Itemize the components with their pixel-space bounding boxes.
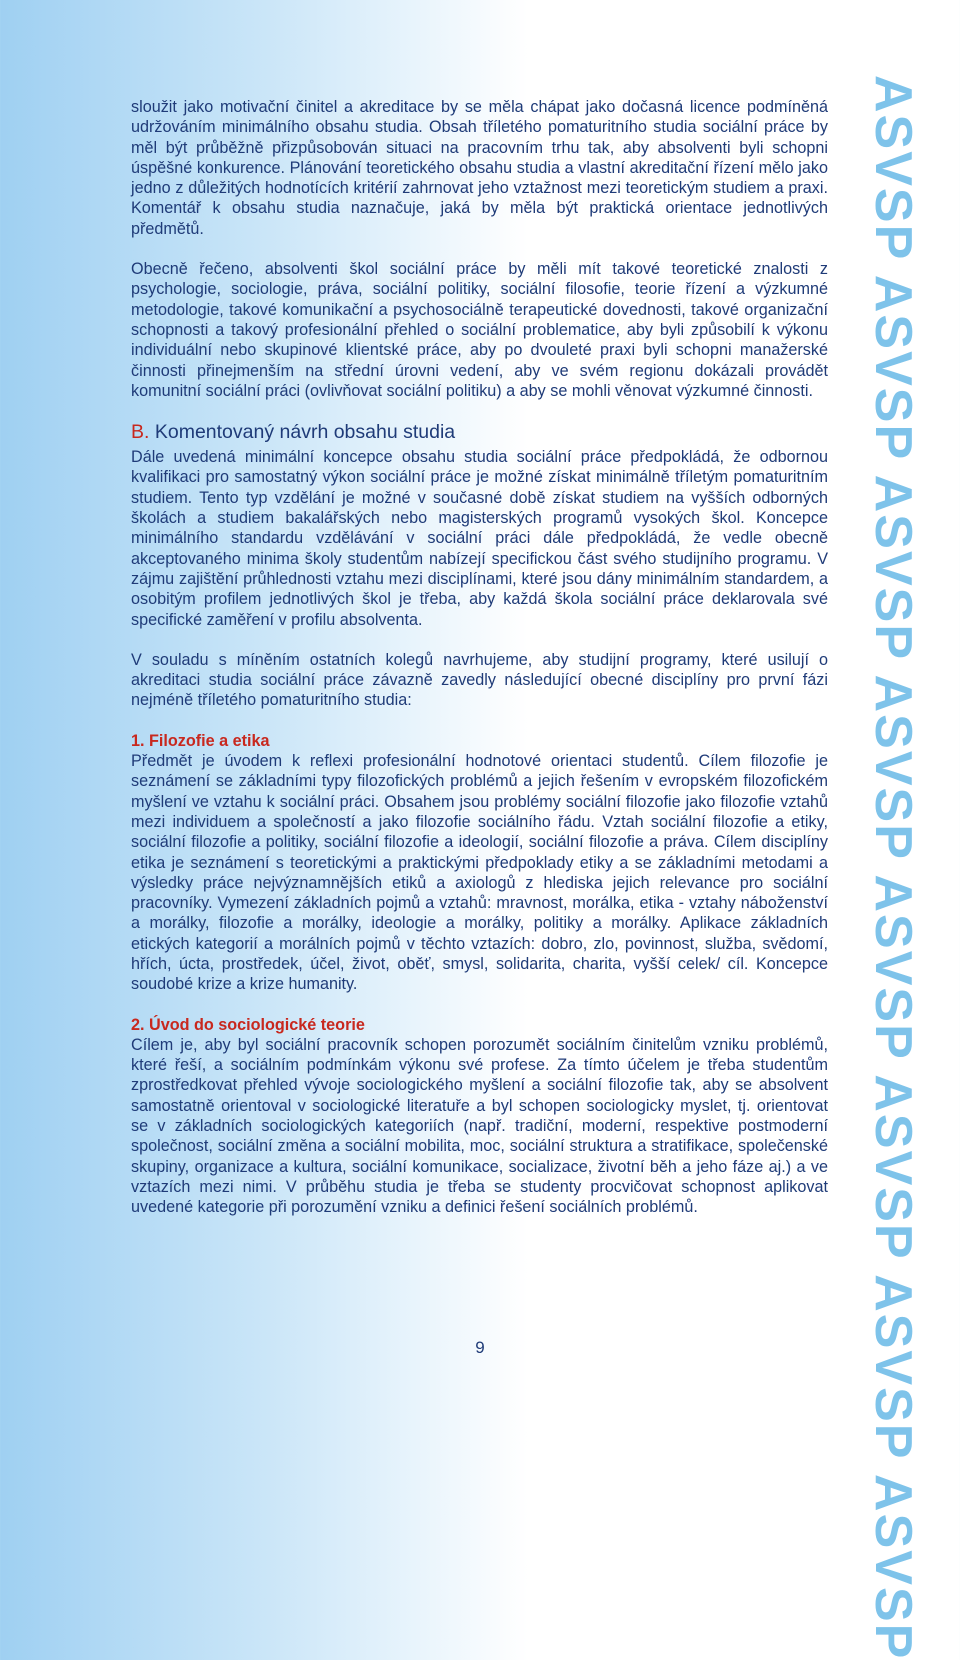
subsection-philosophy-heading: 1. Filozofie a etika bbox=[131, 731, 270, 750]
paragraph-concept: Dále uvedená minimální koncepce obsahu studia sociální práce předpokládá, že odbornou kvalifikaci pro samostatný výkon sociální práce je možné získat minimálně tříletým pomaturitním studiem. Tento typ vzdělání je možné v současné době získat studiem na vyšších odborných školách a studiem bakalářských nebo magisterských programů vysokých škol. Koncepce minimálního standardu vzdělávání v sociální práci dále předpokládá, že vedle obecně akceptovaného minima školy studentům nabízejí specifickou část svého studijního programu. V zájmu zajištění průhlednosti vztahu mezi disciplínami, které jsou dány minimálním standardem, a osobitým profilem jednotlivých škol je třeba, aby každá škola sociální práce deklarovala své specifické zaměření v profilu absolventa. bbox=[131, 448, 828, 629]
section-b-number: B. bbox=[131, 421, 150, 444]
paragraph-proposal: V souladu s míněním ostatních kolegů navrhujeme, aby studijní programy, které usilují o akreditaci studia sociální práce závazně zavedly následující obecné disciplíny pro první fázi nejméně tříletého pomaturitního studia: bbox=[131, 650, 828, 710]
paragraph-philosophy: Předmět je úvodem k reflexi profesionální hodnotové orientaci studentů. Cílem filozofie je seznámení se základními typy filozofických problémů a jejich řešením v evropském filozofickém myšlení ve vztahu k sociální práci. Obsahem jsou problémy sociální filozofie jako filozofie vztahů mezi individuem a společností a jako filozofie sociálního řádu. Vztah sociální filozofie a etiky, sociální filozofie a politiky, sociální filozofie a ideologií, sociální filozofie a práva. Cílem disciplíny etika je seznámení s teoretickými a praktickými předpoklady etiky a se základními metodami a výsledky práce nejvýznamnějších etiků a axiologů z hlediska jejich relevance pro sociální pracovníky. Vymezení základních pojmů a vztahů: mravnost, morálka, etika - vztahy náboženství a morálky, filozofie a morálky, ideologie a morálky, politiky a morálky. Aplikace základních etických kategorií a morálních pojmů v těchto vztazích: dobro, zlo, povinnost, služba, svědomí, hřích, úcta, prostředek, účel, život, oběť, smysl, solidarita, charita, vyšší celek/ cíl. Koncepce soudobé krize a krize humanity. bbox=[131, 752, 828, 994]
sidebar-watermark-text: ASVSP ASVSP ASVSP ASVSP ASVSP ASVSP ASVSP ASVSP bbox=[864, 75, 922, 1660]
section-b-title: Komentovaný návrh obsahu studia bbox=[154, 421, 456, 444]
page-number: 9 bbox=[475, 1338, 485, 1357]
main-text-column bbox=[131, 97, 828, 1218]
sidebar-watermark bbox=[864, 75, 922, 1660]
section-b-heading bbox=[131, 421, 828, 443]
paragraph-graduates: Obecně řečeno, absolventi škol sociální práce by měli mít takové teoretické znalosti z psychologie, sociologie, práva, sociální politiky, sociální filosofie, teorie řízení a výzkumné metodologie, takové komunikační a psychosociálně terapeutické dovednosti, takové organizační schopnosti a takový profesionální přehled o sociální problematice, aby byli způsobilí k výkonu individuální nebo skupinové klientské práce, aby po dvouleté praxi byli schopni manažerské činnosti přinejmenším na střední úrovni vedení, aby ve svém regionu dokázali provádět komunitní sociální práci (ovlivňovat sociální politiku) a aby se mohli věnovat výzkumné činnosti. bbox=[131, 260, 828, 400]
paragraph-intro: sloužit jako motivační činitel a akreditace by se měla chápat jako dočasná licence podmíněná udržováním minimálního obsahu studia. Obsah tříletého pomaturitního studia sociální práce by měl být průběžně přizpůsobován situaci na pracovním trhu tak, aby absolventi byli schopni úspěšné konkurence. Plánování teoretického obsahu studia a vlastní akreditační řízení mělo jako jedno z důležitých hodnotících kritérií zahrnovat jeho vztažnost mezi teoretickým studiem a praxi. Komentář k obsahu studia naznačuje, jaká by měla být praktická orientace jednotlivých předmětů. bbox=[131, 98, 828, 238]
subsection-sociology-heading: 2. Úvod do sociologické teorie bbox=[131, 1015, 365, 1034]
paragraph-sociology: Cílem je, aby byl sociální pracovník schopen porozumět sociálním činitelům vzniku problémů, které řeší, a sociálním podmínkám výkonu své profese. Za tímto účelem je třeba studentům zprostředkovat přehled vývoje sociologického myšlení a sociální filozofie tak, aby se absolvent samostatně orientoval v sociologické literatuře a byl schopen sociologicky myslet, tj. orientovat se v základních sociologických kategoriích (např. tradiční, moderní, respektive postmoderní společnost, sociální změna a sociální mobilita, moc, sociální struktura a stratifikace, společenské skupiny, organizace a kultura, sociální komunikace, socializace, životní běh a jeho fáze aj.) a ve vztazích mezi nimi. V průběhu studia je třeba se studenty procvičovat schopnost aplikovat uvedené kategorie při porozumění vzniku a definici řešení sociálních problémů. bbox=[131, 1035, 828, 1217]
